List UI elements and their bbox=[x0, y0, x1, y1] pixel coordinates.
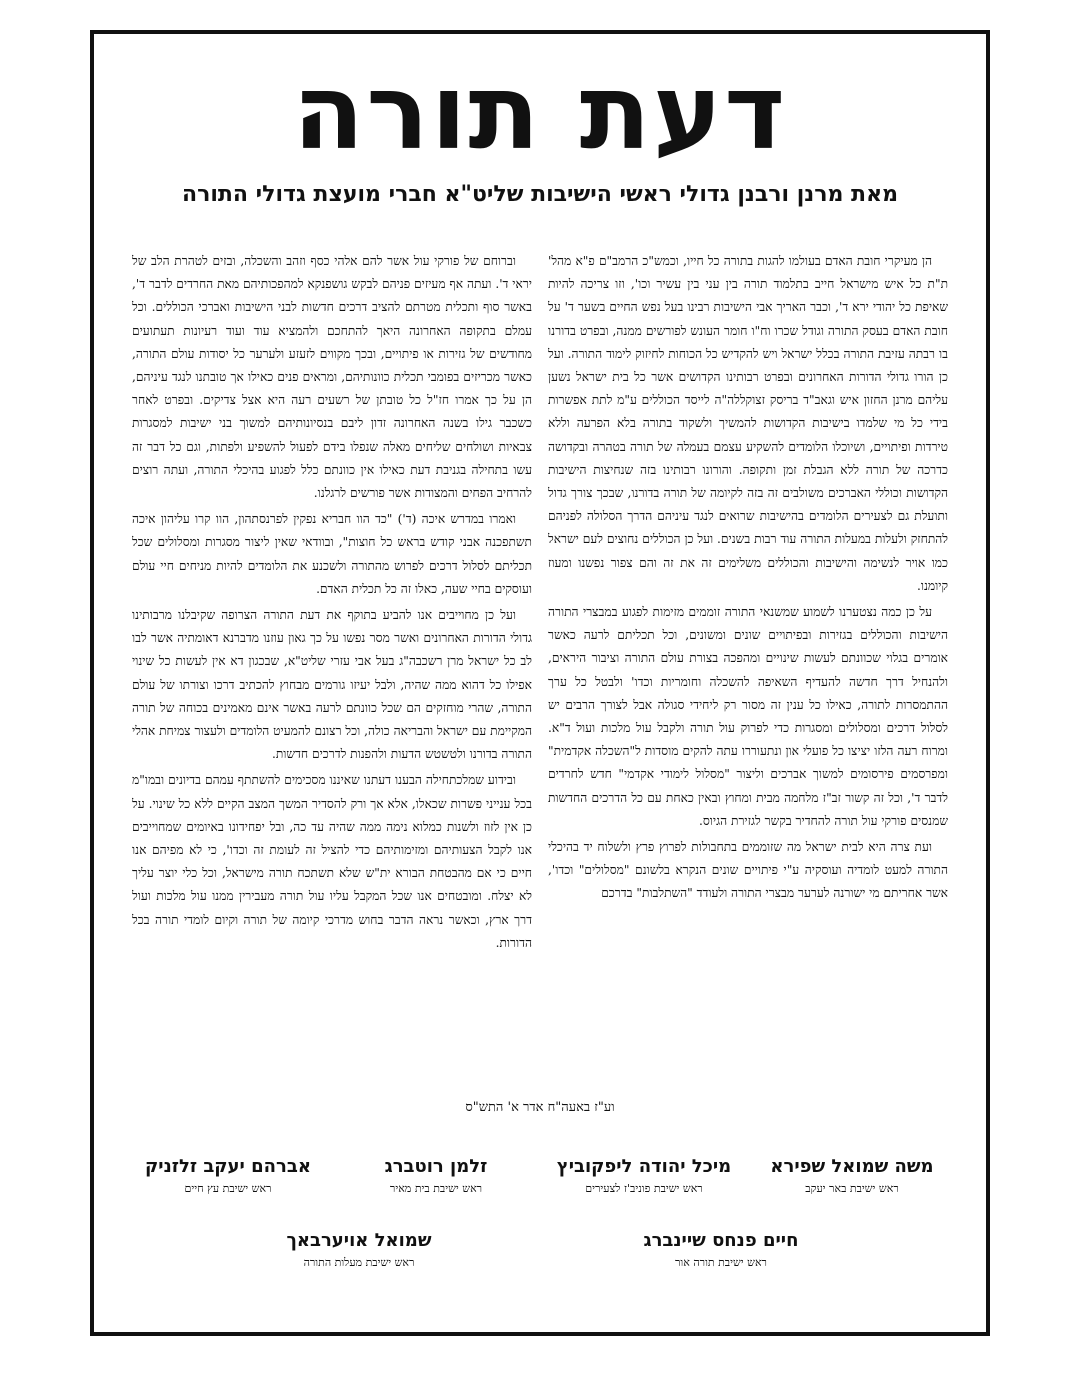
signature bbox=[757, 1154, 947, 1198]
signature bbox=[264, 1228, 454, 1272]
signer-title: ראש ישיבת פוניב'ז לצעירים bbox=[585, 1182, 703, 1195]
signer-title: ראש ישיבת באר יעקב bbox=[805, 1182, 899, 1195]
signature-row bbox=[264, 1228, 816, 1272]
column-left bbox=[132, 250, 532, 1092]
column-right bbox=[548, 250, 948, 1092]
signer-title: ראש ישיבת מעלות התורה bbox=[303, 1256, 415, 1269]
signature bbox=[133, 1154, 323, 1198]
paragraph: על כן כמה נצטערנו לשמוע שמשנאי התורה זוממים מזימות לפגוע במבצרי התורה הישיבות והכוללים בגזירות ובפיתויים שונים ומשונים, וכל תכליתם לרעה כאשר אומרים בגלוי שכוונתם לעשות שינויים ומהפכה בצורת עולם התורה וציבור היראים, ולהנחיל דרך חדשה להעדיף השאיפה להשכלה וחומריות וכדו' ולבטל כל ערך ההתמסרות לתורה, כאילו כל ענין זה מסור רק ליחידי סגולה אבל לצורך הרבים יש לסלול דרכים ומסלולים ומסגרות כדי לפרוק עול תורה ולקבל עול מלכות ועול ד"א. ומרוח רעה הלזו יציצו כל פועלי און ונתעוררו עתה להקים מוסדות ל"השכלה אקדמית" ומפרסמים פירסומים למשוך אברכים וליצור "מסלול לימודי אקדמי" חדש לחרדים לדבר ד', וכל זה קשור זב"ז מלחמה מבית ומחוץ ובאין כאחת עם כל הדרכים החדשות שמנסים פורקי עול תורה להחדיר בקשר לגזירת הגיוס. bbox=[548, 605, 948, 828]
signer-title: ראש ישיבת בית מאיר bbox=[389, 1182, 483, 1195]
page-subtitle: מאת מרנן ורבנן גדולי ראשי הישיבות שליט"א חברי מועצת גדולי התורה bbox=[181, 182, 899, 207]
text-columns bbox=[132, 250, 948, 1092]
paragraph: ועל כן מחוייבים אנו להביע בתוקף את דעת התורה הצרופה שקיבלנו מרבותינו גדולי הדורות האחרונים ואשר מסר נפשו על כך גאון עוזנו מדברנא דאומתיה אשר לבו לב כל ישראל מרן רשכבה"ג בעל אבי עזרי שליט"א, שבכגון דא אין לעשות כל שינוי אפילו כל דהוא ממה שהיה, ולבל יעיזו גורמים מבחוץ להכתיב דרכו וצורתו של עולם התורה, שהרי מוחזקים הם שכל כוונתם לרעה באשר אינם מאמינים בכוחה של תורה המקיימת עם ישראל והבריאה כולה, וכל רצונם להמעיט הלומדים ולעצור צמיחת אהלי התורה בדורנו ולטשטש הדעות ולהפנות לדרכים חדשות. bbox=[132, 608, 532, 762]
signature bbox=[626, 1228, 816, 1272]
signer-name: זלמן רוטברג bbox=[384, 1156, 488, 1177]
signer-name: חיים פנחס שיינברג bbox=[643, 1230, 799, 1251]
page-title: דעת תורה bbox=[292, 51, 788, 173]
paragraph: הן מעיקרי חובת האדם בעולמו להגות בתורה כל חייו, וכמש"כ הרמב"ם פ"א מהל' ת"ת כל איש מישראל חייב בתלמוד תורה בין עני בין עשיר וכו', וזו צריכה להיות שאיפת כל יהודי ירא ד', וכבר האריך אבי הישיבות רבינו בעל נפש החיים בשער ד' על חובת האדם בעסק התורה וגודל שכרו וח"ו חומר העונש לפורשים ממנה, ובפרט בדורנו בו רבתה עזיבת התורה בכלל ישראל ויש להקדיש כל הכוחות לחיזוק לימוד התורה. ועל כן הורו גדולי הדורות האחרונים ובפרט רבותינו הקדושים אשר כל בית ישראל נשען עליהם מרנן החזון איש וגאב"ד בריסק זצוקללה"ה לייסד הכוללים ע"מ לתת אפשרות בידי כל מי שלמדו בישיבות הקדושות להמשיך ולשקוד בתורה בלא הפרעה וללא טירדות ופיתויים, ושיוכלו הלומדים להשקיע עצמם בעמלה של תורה בטהרה ובקדושה כדרכה של תורה ללא הגבלת זמן ותקופה. והורונו רבותינו בזה שנחיצות הישיבות הקדושות וכוללי האברכים משולבים זה בזה לקיומה של תורה בדורנו, שבכך צורך גדול ותועלת גם לצעירים הלומדים בהישיבות שרואים לנגד עיניהם הדרך הסלולה לפניהם להתחזק ולעלות במעלות התורה עוד רבות בשנים. ועל כן הכוללים נחוצים לעם ישראל כמו אויר לנשימה והישיבות והכוללים משלימים זה את זה והם צפור נפשנו ומעוז קיומנו. bbox=[548, 254, 948, 593]
signature bbox=[341, 1154, 531, 1198]
paragraph: ובידוע שמלכתחילה הבענו דעתנו שאיננו מסכימים להשתתף עמהם בדיונים ובמו"מ בכל ענייני פשרות שכאלו, אלא אך ורק להסדיר המשך המצב הקיים ללא כל שינוי. על כן אין לזוז ולשנות כמלוא נימה ממה שהיה עד כה, ובל יפחידונו באיומים שמחוייבים אנו לקבל הצעותיהם ומזימותיהם כדי להציל זה לעומת זה וכדו', כי לא מפיהם אנו חיים כי אם מהבטחת הבורא ית"ש שלא תשתכח תורה מישראל, וכל כלי יוצר עליך לא יצלח. ומובטחים אנו שכל המקבל עליו עול תורה מעבירין ממנו עול מלכות ועול דרך ארץ, וכאשר נראה הדבר בחוש מדרכי קיומה של תורה וקיום לומדי תורה בכל הדורות. bbox=[132, 773, 532, 950]
signer-name: שמואל אויערבאך bbox=[286, 1230, 432, 1251]
signer-title: ראש ישיבת עץ חיים bbox=[184, 1182, 272, 1195]
notice-frame bbox=[90, 30, 990, 1336]
signature bbox=[549, 1154, 739, 1198]
signer-name: מיכל יהודה ליפקוביץ bbox=[556, 1156, 732, 1177]
signer-title: ראש ישיבת תורה אור bbox=[675, 1256, 767, 1269]
signature-row bbox=[124, 1154, 956, 1198]
paragraph: ואמרו במדרש איכה (ד') "כד הוו חבריא נפקין לפרנסתהון, הוו קרו עליהון איכה תשתפכנה אבני קודש בראש כל חוצות", ובוודאי שאין ליצור מסגרות ומסלולים שכל תכליתם לסלול דרכים לפרוש מהתורה ולשכנע את הלומדים להיות מניחים חיי עולם ועוסקים בחיי שעה, כאלו זה כל תכלית האדם. bbox=[132, 512, 532, 596]
signer-name: משה שמואל שפירא bbox=[770, 1156, 934, 1177]
signer-name: אברהם יעקב זלזניק bbox=[145, 1156, 311, 1177]
paragraph: וברוחם של פורקי עול אשר להם אלהי כסף וזהב והשכלה, ובזים לטהרת הלב של יראי ד'. ועתה אף מעיזים פניהם לבקש גושפנקא למהפכותיהם מאת החרדים לדבר ד', באשר סוף ותכלית מטרתם להציב דרכים חדשות לבני הישיבות ואברכי הכוללים. וכל עמלם בתקופה האחרונה היאך להתחכם ולהמציא עוד ועוד רעיונות תעתועים מחודשים של גזירות או פיתויים, ובכך מקווים לזעזע ולערער כל יסודות עולם התורה, כאשר מכריזים בפומבי תכלית כוונותיהם, ומראים פנים כאילו אך טובתנו לנגד עיניהם, הן על כך אמרו חז"ל כל טובתן של רשעים רעה היא אצל צדיקים. ובפרט לאחר כשכבר גילו בשנה האחרונה זדון ליבם בנסיונותיהם למשוך בני ישיבות למסגרות צבאיות ושולחים שליחים מאלה שנפלו בידם לפעול להשפיע ולפתות, וגם כל דבר זה עשו בתחילה בגניבת דעת כאילו אין כוונתם כלל לפגוע בהיכלי התורה, ועתה רוצים להרחיב הפחים והמצודות אשר פורשים לרגלנו. bbox=[132, 254, 532, 501]
paragraph: ועת צרה היא לבית ישראל מה שזוממים בתחבולות לפרוץ פרץ ולשלוח יד בהיכלי התורה למעט לומדיה ועוסקיה ע"י פיתויים שונים הנקרא בלשונם "מסלולים" וכדו', אשר אחריתם מי ישורנה לערער מבצרי התורה ולעודד "השתלבות" בדרכם bbox=[548, 840, 948, 901]
date-line: וע"ז באעה"ח אדר א' התש"ס bbox=[465, 1100, 615, 1115]
